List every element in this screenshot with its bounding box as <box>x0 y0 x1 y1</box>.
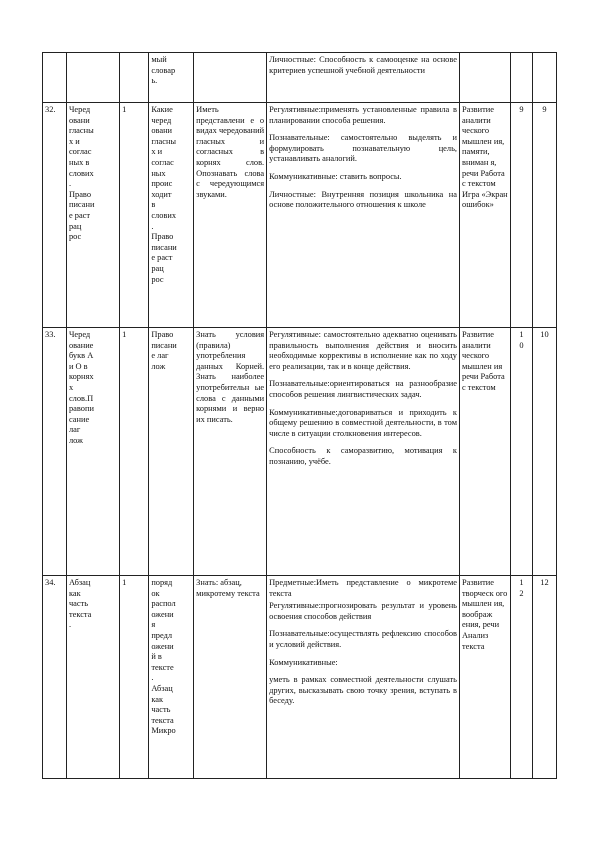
hours-cell: 1 <box>120 103 149 328</box>
activities-cell: Развитие аналити ческого мышлен ия речи Работа с текстом <box>460 328 511 576</box>
activities-cell <box>460 53 511 103</box>
lesson-topic <box>66 53 119 103</box>
lesson-number: 34. <box>43 576 67 779</box>
fact-date-cell: 12 <box>532 576 556 779</box>
uud-cell <box>267 328 460 576</box>
lesson-number: 32. <box>43 103 67 328</box>
lesson-topic: Черед овани гласны х и соглас ных в слових . Право писани е раст рац рос <box>66 103 119 328</box>
uud-cell <box>267 103 460 328</box>
uud-paragraph: Коммуникативные: ставить вопросы. <box>269 171 402 181</box>
uud-paragraph: Познавательные:ориентироваться на разнообразие способов решения лингвистических задач. <box>269 379 457 399</box>
uud-paragraph: Способность к саморазвитию, мотивация к познанию, учёбе. <box>269 446 457 466</box>
table-row <box>43 328 557 576</box>
hours-cell: 1 <box>120 576 149 779</box>
uud-cell <box>267 576 460 779</box>
activities-cell: Развитие творческ ого мышлен ия, воображ ения, речи Анализ текста <box>460 576 511 779</box>
concepts-cell: поряд ок распол ожени я предл ожени й в тексте . Абзац как часть текста Микро <box>149 576 194 779</box>
uud-paragraph: Личностные: Внутренняя позиция школьника на основе положительного отношения к школе <box>269 189 457 210</box>
knowledge-cell: Знать условия (правила) употребления данных Корней. Знать наиболее употребительн ые слова с данными корнями и верно их писать. <box>194 328 267 576</box>
lesson-topic: Черед ование букв А и О в корнях х слов.П равопи сание лаг лож <box>66 328 119 576</box>
uud-paragraph: Предметные:Иметь представление о микротеме текста <box>269 578 457 598</box>
uud-paragraph: Регулятивные:прогнозировать результат и уровень освоения способов действия <box>269 601 457 621</box>
table-row <box>43 103 557 328</box>
plan-date-cell: 9 <box>511 103 533 328</box>
concepts-cell: мый словар ь. <box>149 53 194 103</box>
knowledge-cell: Знать: абзац, микротему текста <box>194 576 267 779</box>
uud-paragraph: Регулятивные:применять установленные правила в планировании способа решения. <box>269 105 457 125</box>
table-row <box>43 53 557 103</box>
uud-paragraph: Регулятивные: самостоятельно адекватно оценивать правильность выполнения действия и вносить необходимые коррективы в исполнение как по ходу его реализации, так и в конце действия. <box>269 330 457 371</box>
fact-date-cell <box>532 53 556 103</box>
lesson-number: 33. <box>43 328 67 576</box>
concepts-cell: Право писани е лаг лож <box>149 328 194 576</box>
hours-cell <box>120 53 149 103</box>
plan-date-cell: 1 2 <box>511 576 533 779</box>
table-row <box>43 576 557 779</box>
plan-date-cell: 1 0 <box>511 328 533 576</box>
uud-paragraph: Коммуникативные: <box>269 657 338 667</box>
uud-paragraph: Познавательные:осуществлять рефлексию способов и условий действия. <box>269 629 457 649</box>
lesson-number <box>43 53 67 103</box>
knowledge-cell <box>194 53 267 103</box>
lesson-topic: Абзац как часть текста . <box>66 576 119 779</box>
concepts-cell: Какие черед овани гласны х и соглас ных проис ходит в слових . Право писани е раст рац рос <box>149 103 194 328</box>
lesson-plan-table <box>42 52 557 779</box>
uud-paragraph: Коммуникативные:договариваться и приходить к общему решению в совместной деятельности, в том числе в ситуации столкновения интересов. <box>269 407 457 438</box>
fact-date-cell: 9 <box>532 103 556 328</box>
hours-cell: 1 <box>120 328 149 576</box>
uud-paragraph: Личностные: Способность к самооценке на основе критериев успешной учебной деятельности <box>269 55 457 75</box>
uud-cell <box>267 53 460 103</box>
uud-paragraph: уметь в рамках совместной деятельности слушать других, высказывать свою точку зрения, вступать в беседу. <box>269 675 457 706</box>
fact-date-cell: 10 <box>532 328 556 576</box>
uud-paragraph: Познавательные: самостоятельно выделять и формулировать познавательную цель, устанавливать аналогий. <box>269 133 457 164</box>
knowledge-cell: Иметь представлени е о видах чередований гласных и согласных в корнях слов. Опознавать слова с чередующимся звуками. <box>194 103 267 328</box>
plan-date-cell <box>511 53 533 103</box>
activities-cell: Развитие аналити ческого мышлен ия, памяти, вниман я, речи Работа с текстом Игра «Экран ошибок» <box>460 103 511 328</box>
